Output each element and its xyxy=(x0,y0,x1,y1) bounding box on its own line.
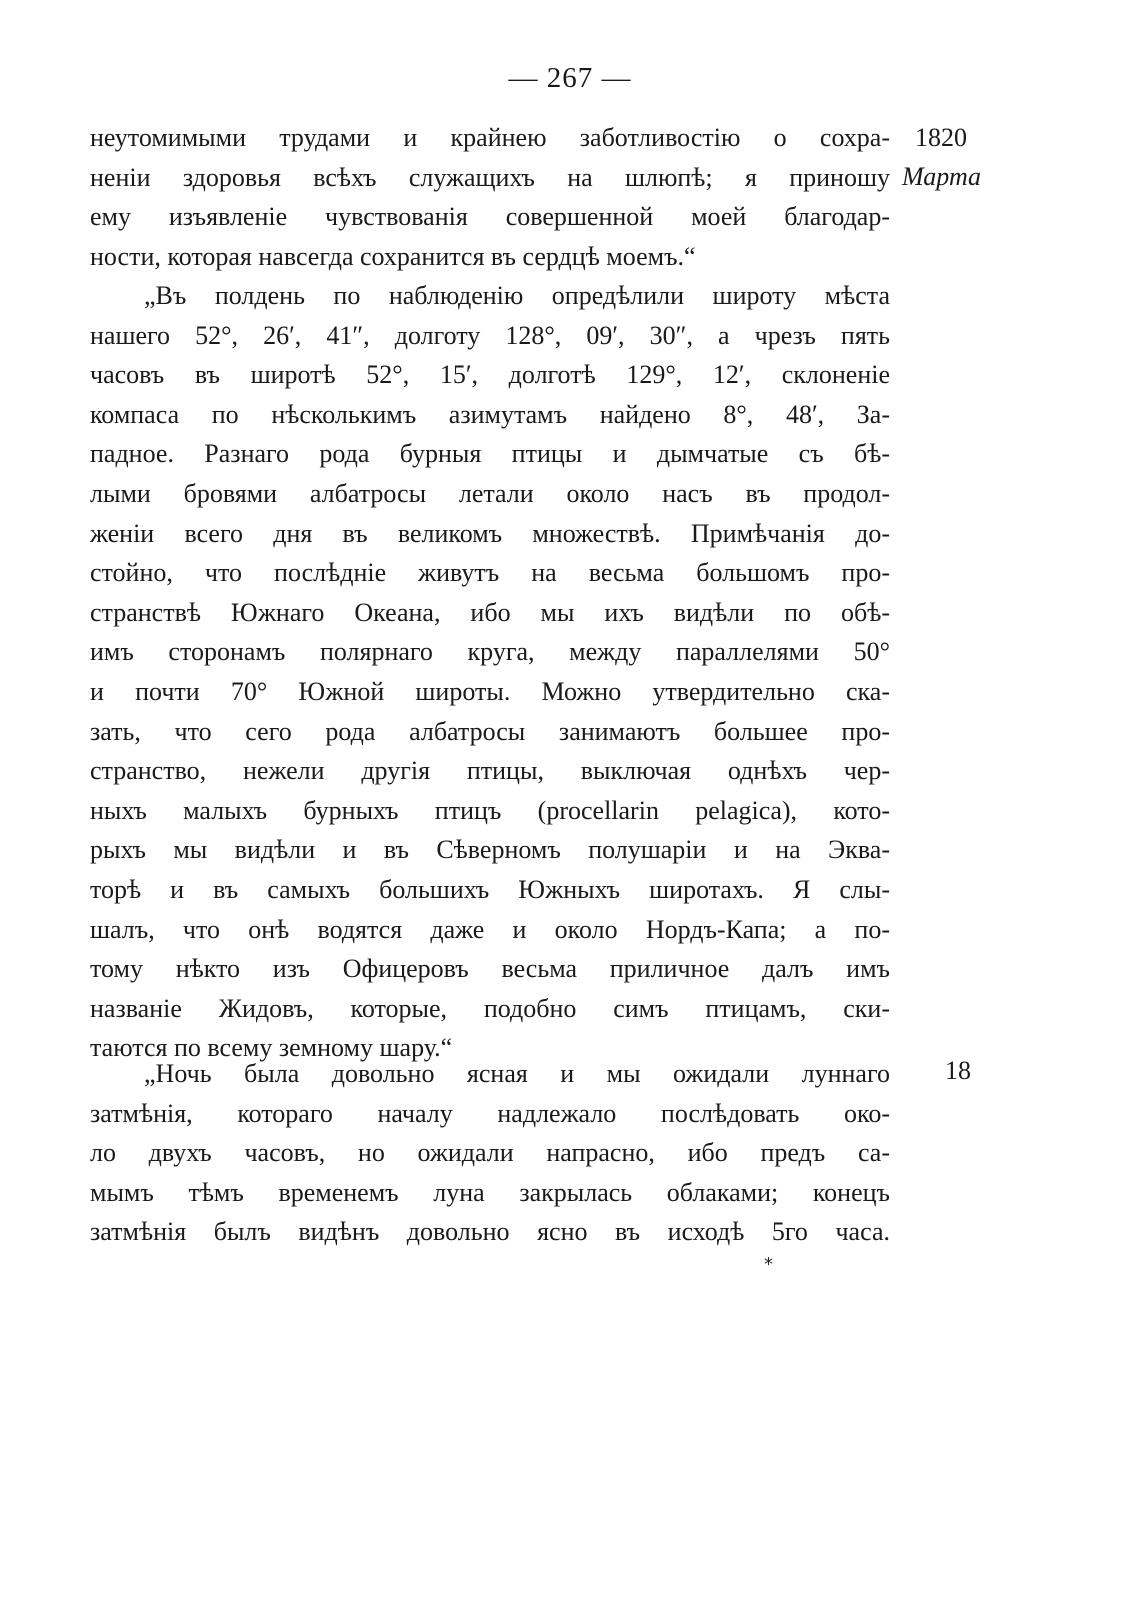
asterisk-ornament: * xyxy=(764,1254,773,1275)
text-line: падное. Разнаго рода бурныя птицы и дымчатые съ бѣ- xyxy=(90,439,890,469)
text-line: неутомимыми трудами и крайнею заботливостію о сохра- xyxy=(90,123,890,152)
text-line: ему изъявленіе чувствованія совершенной моей благодар- xyxy=(90,202,890,232)
text-line: рыхъ мы видѣли и въ Сѣверномъ полушаріи и на Эква- xyxy=(90,835,890,865)
text-line: мымъ тѣмъ временемъ луна закрылась облаками; конецъ xyxy=(90,1177,890,1207)
text-line: имъ сторонамъ полярнаго круга, между параллелями 50° xyxy=(90,637,890,667)
text-line: стойно, что послѣдніе живутъ на весьма большомъ про- xyxy=(90,558,890,588)
text-line: неніи здоровья всѣхъ служащихъ на шлюпѣ; я приношу xyxy=(90,162,890,192)
text-line: ныхъ малыхъ бурныхъ птицъ (procellarin pelagica), кото- xyxy=(90,795,890,825)
text-line: названіе Жидовъ, которые, подобно симъ птицамъ, ски- xyxy=(90,993,890,1023)
text-line: компаса по нѣсколькимъ азимутамъ найдено 8°, 48′, За- xyxy=(90,399,890,429)
text-line: ло двухъ часовъ, но ожидали напрасно, ибо предъ са- xyxy=(90,1138,890,1168)
paragraph-continuation xyxy=(90,118,890,276)
margin-month: Марта xyxy=(902,162,982,191)
text-line: лыми бровями албатросы летали около насъ въ продол- xyxy=(90,478,890,508)
paragraph-noon-observation xyxy=(90,276,890,1068)
text-line: ности, которая навсегда сохранится въ сердцѣ моемъ.“ xyxy=(90,241,696,271)
text-line: „Ночь была довольно ясная и мы ожидали луннаго xyxy=(144,1059,890,1088)
text-line: затмѣнія былъ видѣнъ довольно ясно въ исходѣ 5го часа. xyxy=(90,1217,890,1247)
text-line: зать, что сего рода албатросы занимаютъ большее про- xyxy=(90,716,890,746)
text-line: и почти 70° Южной широты. Можно утвердительно ска- xyxy=(90,676,890,706)
margin-year: 1820 xyxy=(915,123,967,152)
text-line: таются по всему земному шару.“ xyxy=(90,1033,453,1063)
margin-day: 18 xyxy=(945,1056,971,1085)
text-line: „Въ полдень по наблюденію опредѣлили широту мѣста xyxy=(144,281,890,310)
text-line: странство, нежели другія птицы, выключая однѣхъ чер- xyxy=(90,756,890,786)
text-line: торѣ и въ самыхъ большихъ Южныхъ широтахъ. Я слы- xyxy=(90,874,890,904)
text-line: тому нѣкто изъ Офицеровъ весьма приличное далъ имъ xyxy=(90,954,890,984)
paragraph-lunar-eclipse xyxy=(90,1054,890,1252)
text-line: часовъ въ широтѣ 52°, 15′, долготѣ 129°, 12′, склоненіе xyxy=(90,360,890,390)
text-line: затмѣнія, котораго началу надлежало послѣдовать око- xyxy=(90,1098,890,1128)
page-number: — 267 — xyxy=(508,62,632,94)
text-line: женіи всего дня въ великомъ множествѣ. Примѣчанія до- xyxy=(90,518,890,548)
text-line: странствѣ Южнаго Океана, ибо мы ихъ видѣли по обѣ- xyxy=(90,597,890,627)
text-line: нашего 52°, 26′, 41″, долготу 128°, 09′, 30″, а чрезъ пять xyxy=(90,320,890,350)
text-line: шалъ, что онѣ водятся даже и около Нордъ-Капа; а по- xyxy=(90,914,890,944)
